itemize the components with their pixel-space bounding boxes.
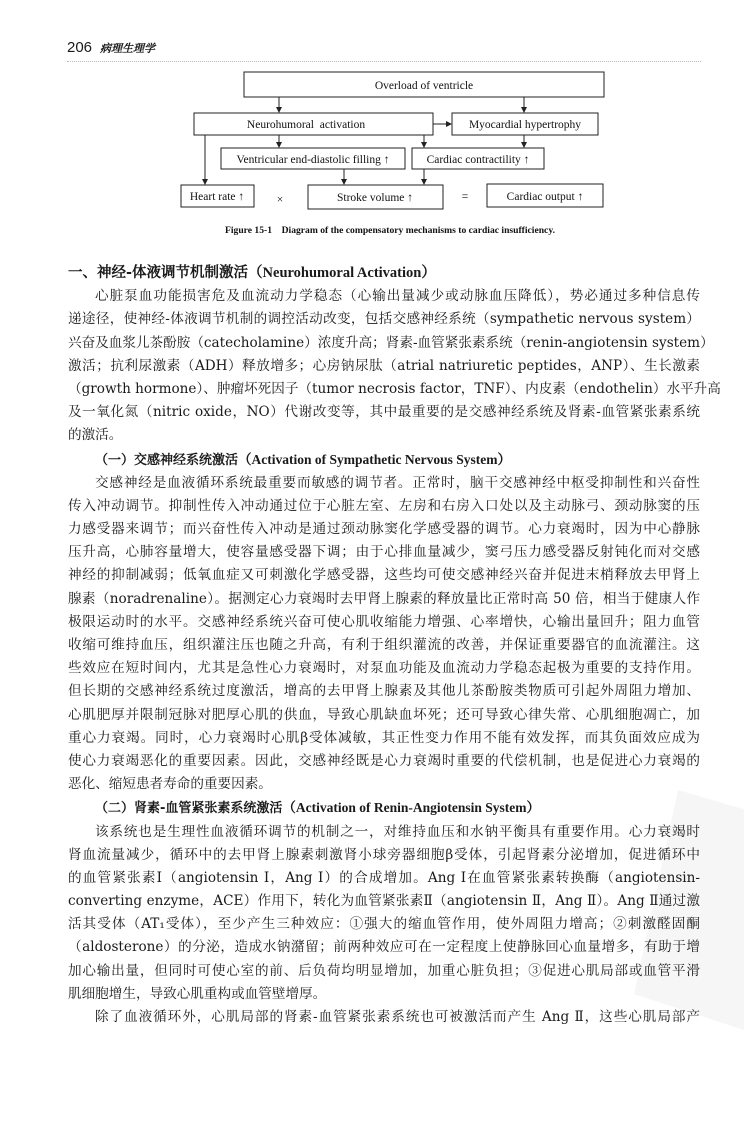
label-heart-rate: Heart rate ↑ — [189, 191, 245, 203]
label-filling: Ventricular end-diastolic filling ↑ — [236, 154, 390, 166]
text-line: 腺素（noradrenaline）。据测定心力衰竭时去甲肾上腺素的释放量比正常时高 50 倍，相当于健康人作 — [68, 590, 700, 607]
text-line: 恶化、缩短患者寿命的重要因素。 — [68, 776, 272, 793]
subsection-title-cn: （二）肾素-血管紧张素系统激活 — [95, 801, 283, 817]
text-line: 压升高，心肺容量增大，使容量感受器下调；由于心排血量减少，窦弓压力感受器反射钝化而对交感 — [68, 544, 700, 561]
text-line: 肾血流量减少，循环中的去甲肾上腺素刺激肾小球旁器细胞β受体，引起肾素分泌增加，促进循环中 — [68, 846, 700, 863]
subsection-heading — [68, 796, 700, 820]
label-neurohumoral: Neurohumoral activation — [246, 119, 366, 131]
text-line: （aldosterone）的分泌，造成水钠潴留；前两种效应可在一定程度上使静脉回心血量增多，有助于增 — [68, 939, 700, 956]
text-line: 收缩可维持血压，组织灌注压也随之升高，有利于组织灌流的改善，并保证重要器官的血流灌注。这 — [68, 637, 700, 654]
text-line: 但长期的交感神经系统过度激活，增高的去甲肾上腺素及其他儿茶酚胺类物质可引起外周阻力增加、 — [68, 683, 700, 700]
text-line: 交感神经是血液循环系统最重要而敏感的调节者。正常时，脑干交感神经中枢受抑制性和兴奋性 — [95, 474, 700, 491]
paragraph — [68, 821, 700, 1007]
book-title: 病理生理学 — [100, 42, 156, 55]
label-contractility: Cardiac contractility ↑ — [426, 154, 530, 166]
text-line: 心脏泵血功能损害危及血流动力学稳态（心输出量减少或动脉血压降低），势必通过多种信息传 — [95, 288, 700, 305]
text-line: 该系统也是生理性血液循环调节的机制之一，对维持血压和水钠平衡具有重要作用。心力衰竭时 — [95, 823, 700, 840]
text-line: 力感受器来调节；而兴奋性传入冲动是通过颈动脉窦化学感受器的调节。心力衰竭时，因为中心静脉 — [68, 521, 700, 538]
section-title-en: （Neurohumoral Activation） — [248, 265, 436, 281]
text-line: 肌细胞增生，导致心肌重构或血管壁增厚。 — [68, 985, 327, 1002]
label-hypertrophy: Myocardial hypertrophy — [468, 119, 582, 131]
figure-caption: Figure 15-1 Diagram of the compensatory mechanisms to cardiac insufficiency. — [225, 225, 555, 236]
label-cardiac-output: Cardiac output ↑ — [506, 191, 584, 203]
text-line: 极限运动时的水平。交感神经系统兴奋可使心肌收缩能力增强、心率增快，心输出量回升；阻力血管 — [68, 613, 700, 630]
text-line: 的血管紧张素Ⅰ（angiotensin Ⅰ，Ang Ⅰ）的合成增加。Ang Ⅰ在血管紧张素转换酶（angiotensin- — [68, 869, 700, 886]
text-line: （growth hormone）、肿瘤坏死因子（tumor necrosis factor，TNF）、内皮素（endothelin）水平升高 — [68, 380, 721, 397]
paragraph — [68, 285, 721, 447]
label-stroke-volume: Stroke volume ↑ — [336, 192, 414, 204]
text-line: 活其受体（AT₁受体），至少产生三种效应：①强大的缩血管作用，使外周阻力增高；②刺激醛固酮 — [68, 916, 700, 933]
text-line: 的激活。 — [68, 427, 123, 444]
subsection-title-en: （Activation of Sympathetic Nervous System） — [238, 451, 511, 467]
subsection-title-en: （Activation of Renin-Angiotensin System） — [282, 800, 541, 816]
text-line: 些效应在短时间内，尤其是急性心力衰竭时，对泵血功能及血流动力学稳态起极为重要的支持作用。 — [68, 660, 700, 677]
text-line: 除了血液循环外，心肌局部的肾素-血管紧张素系统也可被激活而产生 Ang Ⅱ，这些心肌局部产 — [95, 1009, 700, 1026]
text-line: 重心力衰竭。同时，心力衰竭时心肌β受体减敏，其正性变力作用不能有效发挥，而其负面效应成为 — [68, 729, 700, 746]
subsection-title-cn: （一）交感神经系统激活 — [95, 452, 239, 468]
text-line: 递途径，使神经-体液调节机制的调控活动改变，包括交感神经系统（sympathetic nervous system） — [68, 311, 700, 328]
text-line: 加心输出量，但同时可使心室的前、后负荷均明显增加，加重心脏负担；③促进心肌局部或血管平滑 — [68, 962, 700, 979]
text-line: 神经的抑制减弱；低氧血症又可刺激化学感受器，这些均可使交感神经兴奋并促进末梢释放去甲肾上 — [68, 567, 700, 584]
subsection-heading — [68, 448, 700, 472]
text-line: 心肌肥厚并限制冠脉对肥厚心肌的供血，导致心肌缺血坏死；还可导致心律失常、心肌细胞凋亡，加 — [68, 706, 700, 723]
section-title-cn: 一、神经-体液调节机制激活 — [68, 265, 249, 281]
paragraph — [68, 472, 700, 797]
text-line: converting enzyme，ACE）作用下，转化为血管紧张素Ⅱ（angiotensin Ⅱ，Ang Ⅱ）。Ang Ⅱ通过激 — [68, 893, 700, 910]
text-line: 使心力衰竭恶化的重要因素。因此，交感神经既是心力衰竭时重要的代偿机制，也是促进心力衰竭的 — [68, 752, 700, 769]
text-line: 兴奋及血浆儿茶酚胺（catecholamine）浓度升高；肾素-血管紧张素系统（renin-angiotensin system） — [68, 334, 714, 351]
text-line: 传入冲动调节。抑制性传入冲动通过位于心脏左室、左房和右房入口处以及主动脉弓、颈动脉窦的压 — [68, 497, 700, 514]
equals-sign: = — [461, 191, 469, 203]
text-line: 及一氧化氮（nitric oxide，NO）代谢改变等，其中最重要的是交感神经系统及肾素-血管紧张素系统 — [68, 404, 700, 421]
paragraph — [68, 1006, 700, 1029]
compensatory-mechanisms-diagram — [0, 0, 744, 250]
page-number: 206 — [67, 39, 93, 56]
section-heading — [68, 262, 700, 285]
page-body — [68, 262, 721, 1029]
times-sign: × — [276, 194, 284, 206]
label-overload: Overload of ventricle — [374, 80, 474, 92]
text-line: 激活；抗利尿激素（ADH）释放增多；心房钠尿肽（atrial natriuretic peptides，ANP）、生长激素 — [68, 357, 700, 374]
